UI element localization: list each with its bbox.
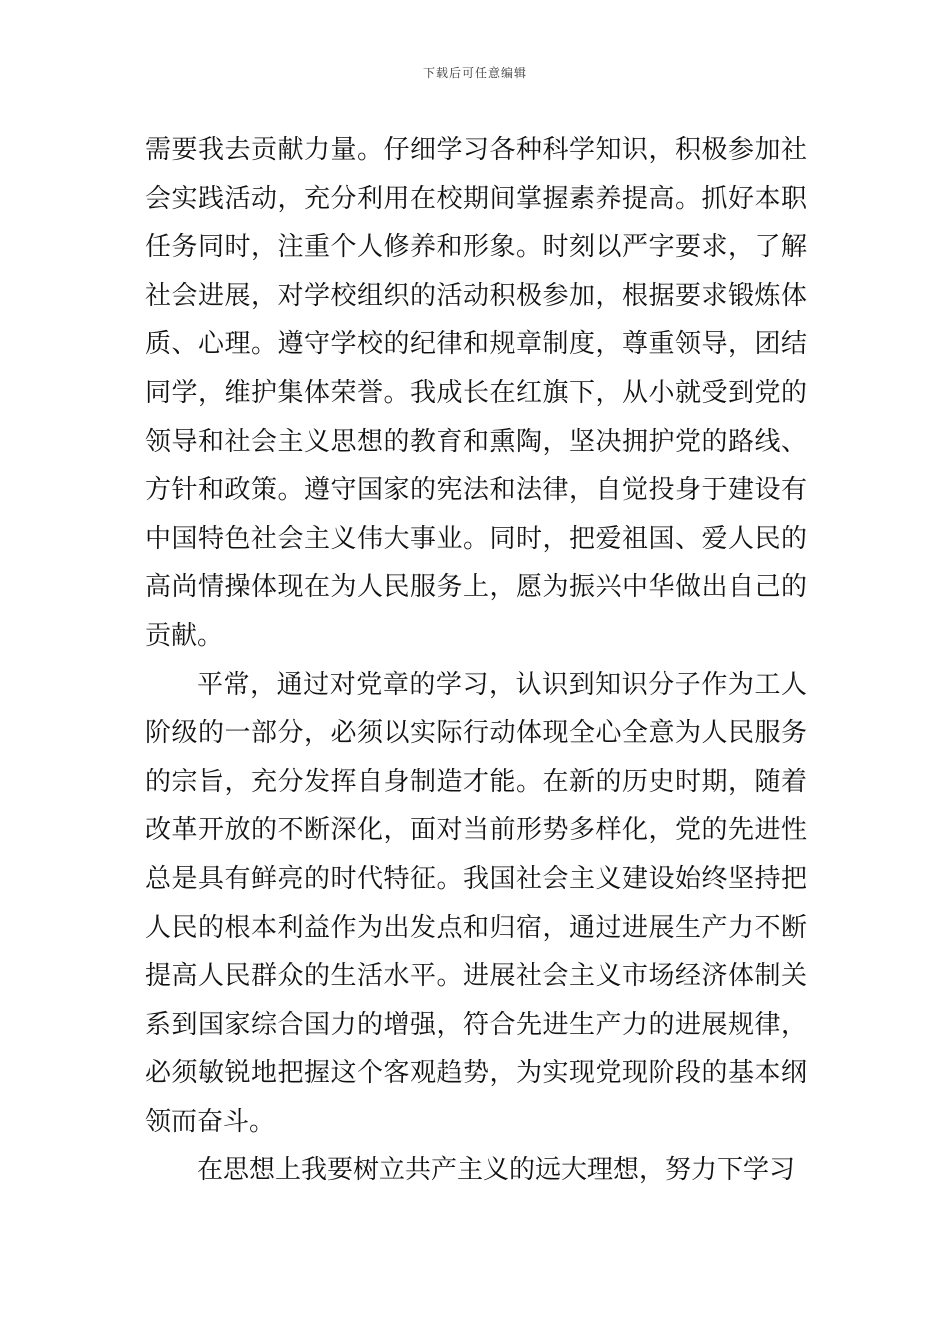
paragraph-3: 在思想上我要树立共产主义的远大理想，努力下学习 bbox=[197, 1155, 796, 1186]
paragraph-1: 需要我去贡献力量。仔细学习各种科学知识，积极参加社会实践活动，充分利用在校期间掌握素养提高。抓好本职任务同时，注重个人修养和形象。时刻以严字要求，了解社会进展，对学校组织的活动积极参加，根据要求锻炼体质、心理。遵守学校的纪律和规章制度，尊重领导，团结同学，维护集体荣誉。我成长在红旗下，从小就受到党的领导和社会主义思想的教育和熏陶，坚决拥护党的路线、方针和政策。遵守国家的宪法和法律，自觉投身于建设有中国特色社会主义伟大事业。同时，把爱祖国、爱人民的高尚情操体现在为人民服务上，愿为振兴中华做出自己的贡献。 bbox=[145, 135, 807, 651]
document-body bbox=[145, 126, 807, 1195]
paragraph-2: 平常，通过对党章的学习，认识到知识分子作为工人阶级的一部分，必须以实际行动体现全心全意为人民服务的宗旨，充分发挥自身制造才能。在新的历史时期，随着改革开放的不断深化，面对当前形势多样化，党的先进性总是具有鲜亮的时代特征。我国社会主义建设始终坚持把人民的根本利益作为出发点和归宿，通过进展生产力不断提高人民群众的生活水平。进展社会主义市场经济体制关系到国家综合国力的增强，符合先进生产力的进展规律，必须敏锐地把握这个客观趋势，为实现党现阶段的基本纲领而奋斗。 bbox=[145, 669, 807, 1137]
page-header: 下载后可任意编辑 bbox=[422, 66, 527, 80]
